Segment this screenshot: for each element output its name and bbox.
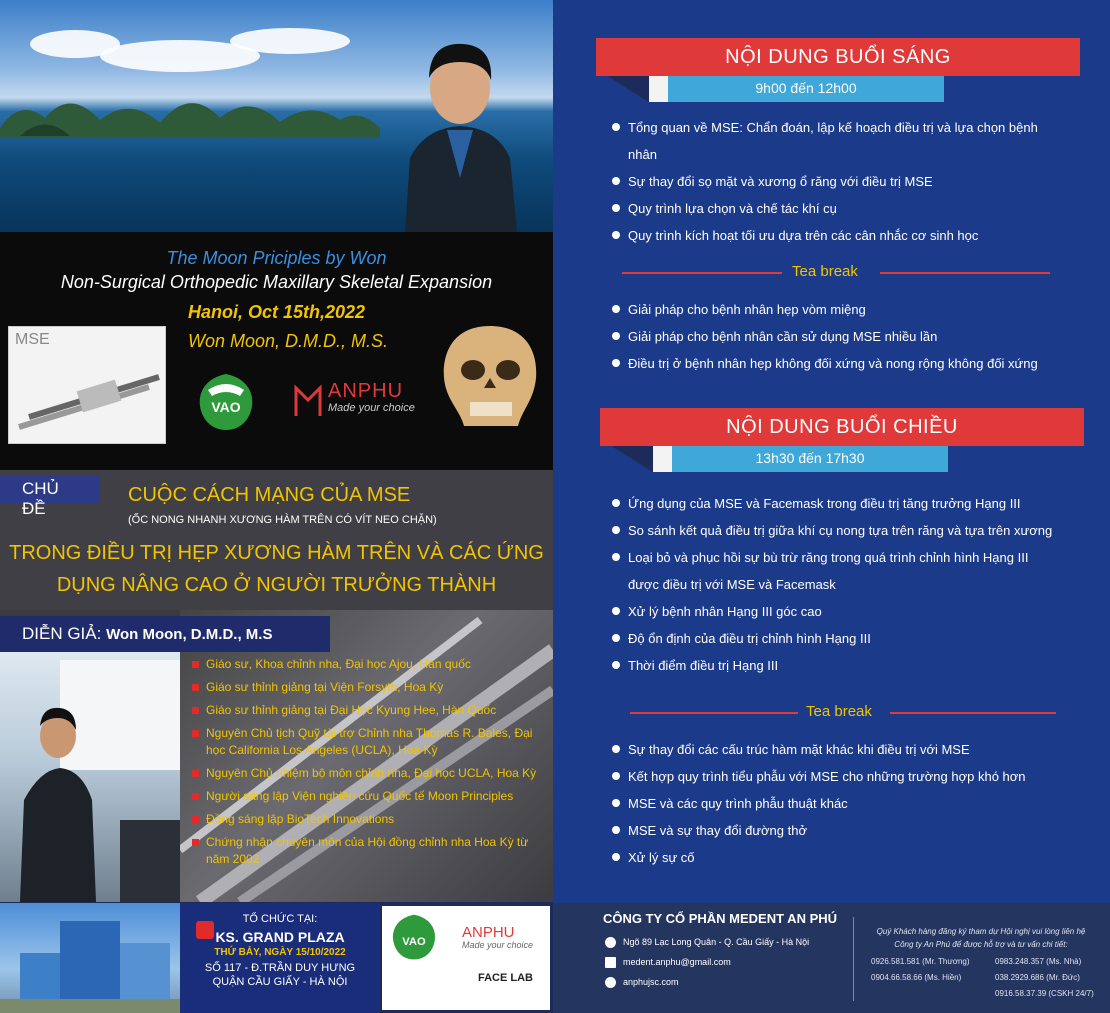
afternoon-items-b [612, 736, 1082, 871]
speaker-lecture-photo [0, 650, 180, 902]
speaker-section [0, 610, 553, 902]
afternoon-title: NỘI DUNG BUỔI CHIỀU [600, 408, 1084, 446]
vao-logo [196, 372, 256, 432]
morning-tea-break: Tea break [792, 263, 858, 280]
venue-photo [0, 903, 180, 1013]
anphu-tagline-small: Made your choice [462, 940, 534, 950]
morning-time: 9h00 đến 12h00 [668, 74, 944, 102]
list-item: Nguyên Chủ nhiệm bộ môn chỉnh nha, Đại học UCLA, Hoa Kỳ [192, 765, 542, 782]
speaker-credentials [192, 656, 542, 874]
company-address: Ngõ 89 Lạc Long Quân - Q. Cầu Giấy - Hà Nội [623, 937, 810, 947]
hero-photo [0, 0, 553, 232]
list-item: So sánh kết quả điều trị giữa khí cụ nong tựa trên răng và tựa trên xương [612, 517, 1082, 544]
phone-5: 0916.58.37.39 (CSKH 24/7) [995, 989, 1094, 998]
divider-line [890, 712, 1056, 714]
divider-line [880, 272, 1050, 274]
divider-line [630, 712, 798, 714]
afternoon-items-a [612, 490, 1082, 679]
theme-label: CHỦ ĐỀ [0, 475, 100, 503]
theme-line-3: TRONG ĐIỀU TRỊ HẸP XƯƠNG HÀM TRÊN VÀ CÁC ỨNG [9, 542, 544, 564]
speaker-portrait [385, 18, 535, 232]
globe-icon [605, 977, 616, 988]
svg-text:VAO: VAO [211, 399, 241, 415]
company-email[interactable]: medent.anphu@gmail.com [623, 957, 731, 967]
vao-logo-small [390, 912, 438, 962]
afternoon-tea-break: Tea break [806, 703, 872, 720]
sponsor-logos [382, 906, 550, 1010]
event-date-place: Hanoi, Oct 15th,2022 [187, 302, 366, 322]
list-item: Giải pháp cho bệnh nhân hẹp vòm miệng [612, 296, 1082, 323]
theme-line-1: CUỘC CÁCH MẠNG CỦA MSE [128, 484, 411, 506]
list-item: Kết hợp quy trình tiểu phẫu với MSE cho những trường hợp khó hơn [612, 763, 1082, 790]
anphu-logo-small: ANPHU [462, 924, 515, 941]
phone-4: 038.2929.686 (Mr. Đức) [995, 973, 1080, 982]
morning-items-b [612, 296, 1082, 377]
list-item: Xử lý bệnh nhân Hạng III góc cao [612, 598, 1082, 625]
phone-1: 0926.581.581 (Mr. Thương) [871, 957, 970, 966]
building-icon [196, 921, 214, 939]
venue-address-1: SỐ 117 - Đ.TRẦN DUY HƯNG [204, 962, 356, 974]
mse-book-image: MSE [8, 326, 166, 444]
left-column [0, 0, 553, 1013]
list-item: MSE và các quy trình phẫu thuật khác [612, 790, 1082, 817]
event-date: THỨ BẢY, NGÀY 15/10/2022 [214, 947, 346, 958]
speaker-header [0, 616, 330, 652]
organizer-info [180, 903, 380, 1013]
theme-line-4: DỤNG NÂNG CAO Ở NGƯỜI TRƯỞNG THÀNH [56, 574, 497, 596]
venue-address-2: QUẬN CẦU GIẤY - HÀ NỘI [212, 976, 348, 988]
list-item: MSE và sự thay đổi đường thở [612, 817, 1082, 844]
list-item: Thời điểm điều trị Hạng III [612, 652, 1082, 679]
list-item: Loại bỏ và phục hồi sự bù trừ răng trong quá trình chỉnh hình Hạng III được điều trị với MSE và Facemask [612, 544, 1062, 598]
list-item: Giáo sư, Khoa chỉnh nha, Đại học Ajou, Hàn quốc [192, 656, 542, 673]
list-item: Người sáng lập Viện nghiên cứu Quốc tế Moon Principles [192, 788, 542, 805]
list-item: Sự thay đổi các cấu trúc hàm mặt khác khi điều trị với MSE [612, 736, 1082, 763]
morning-title: NỘI DUNG BUỔI SÁNG [596, 38, 1080, 76]
speaker-header-name: Won Moon, D.M.D., M.S [106, 626, 273, 643]
phone-2: 0983.248.357 (Ms. Nhà) [995, 957, 1082, 966]
footer-divider [853, 917, 854, 1001]
title-block [0, 232, 553, 470]
list-item: Giáo sư thỉnh giảng tại Đại Học Kyung Hee, Hàn Quốc [192, 702, 542, 719]
registration-note: Quý Khách hàng đăng ký tham dự Hội nghị vui lòng liên hệ Công ty An Phú để được hỗ trợ và tư vấn chi tiết: [876, 927, 1086, 949]
list-item: Giáo sư thỉnh giảng tại Viện Forsyth, Hoa Kỳ [192, 679, 542, 696]
list-item: Đồng sáng lập BioTech Innovations [192, 811, 542, 828]
company-name: CÔNG TY CỔ PHẦN MEDENT AN PHÚ [603, 911, 838, 926]
company-website[interactable]: anphujsc.com [623, 977, 679, 987]
afternoon-time: 13h30 đến 17h30 [672, 444, 948, 472]
location-icon [605, 937, 616, 948]
skull-image [438, 322, 543, 440]
list-item: Điều trị ở bệnh nhân hẹp không đối xứng và nong rộng không đối xứng [612, 350, 1082, 377]
list-item: Xử lý sự cố [612, 844, 1082, 871]
list-item: Giải pháp cho bệnh nhân cần sử dụng MSE nhiều lần [612, 323, 1082, 350]
list-item: Quy trình kích hoạt tối ưu dựa trên các cân nhắc cơ sinh học [612, 222, 1082, 249]
company-footer [553, 903, 1110, 1013]
venue-name: KS. GRAND PLAZA [215, 929, 345, 945]
list-item: Sự thay đổi sọ mặt và xương ổ răng với điều trị MSE [612, 168, 1082, 195]
speaker-name: Won Moon, D.M.D., M.S. [188, 331, 389, 351]
list-item: Nguyên Chủ tịch Quỹ tài trợ Chỉnh nha Thomas R. Bales, Đại học California Los Angeles (UCLA), Hoa Kỳ [192, 725, 542, 759]
theme-section [0, 470, 553, 610]
facelab-logo: FACE LAB [478, 972, 533, 984]
morning-items-a [612, 114, 1082, 249]
phone-3: 0904.66.58.66 (Ms. Hiền) [871, 973, 962, 982]
list-item: Ứng dụng của MSE và Facemask trong điều trị tăng trưởng Hạng III [612, 490, 1082, 517]
speaker-label: DIỄN GIẢ: [22, 624, 102, 643]
theme-line-2: (ỐC NONG NHANH XƯƠNG HÀM TRÊN CÓ VÍT NEO CHẶN) [128, 514, 437, 526]
divider-line [622, 272, 782, 274]
list-item: Tổng quan về MSE: Chẩn đoán, lập kế hoạch điều trị và lựa chọn bệnh nhân [612, 114, 1042, 168]
list-item: Độ ổn định của điều trị chỉnh hình Hạng III [612, 625, 1082, 652]
svg-text:VAO: VAO [402, 936, 426, 948]
list-item: Quy trình lựa chọn và chế tác khí cụ [612, 195, 1082, 222]
organizer-label: TỔ CHỨC TẠI: [242, 913, 318, 925]
mail-icon [605, 957, 616, 968]
program-title: The Moon Priciples by Won [166, 248, 387, 268]
anphu-logo: ANPHU Made your choice [292, 380, 422, 420]
program-subtitle: Non-Surgical Orthopedic Maxillary Skeletal Expansion [60, 272, 493, 292]
list-item: Chứng nhận chuyên môn của Hội đồng chỉnh nha Hoa Kỳ từ năm 2002 [192, 834, 542, 868]
